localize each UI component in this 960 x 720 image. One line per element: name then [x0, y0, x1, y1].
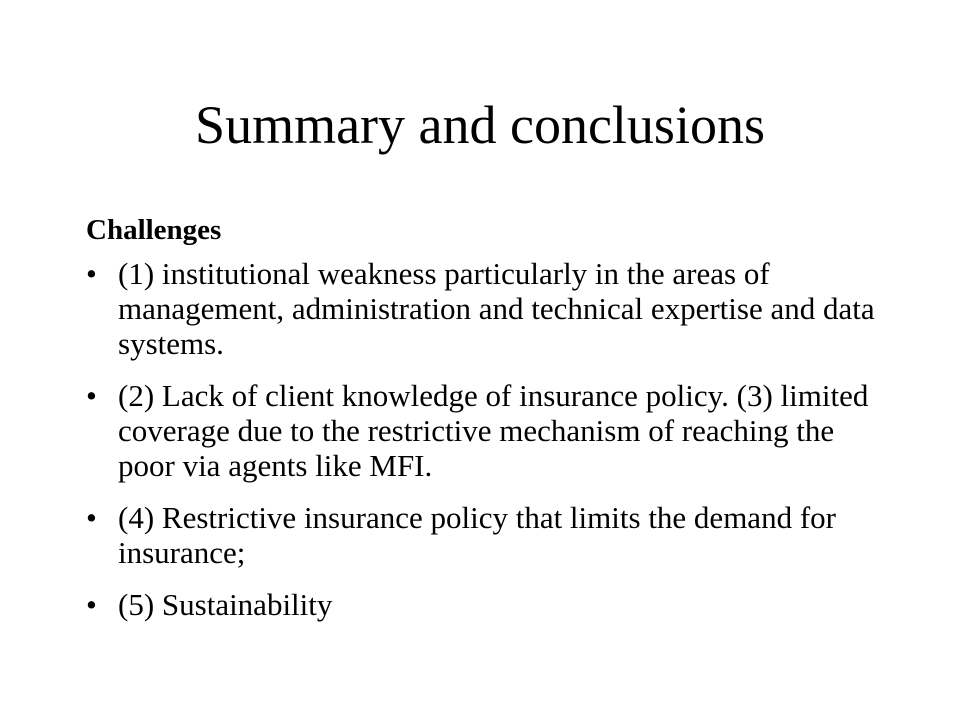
bullet-icon: •	[86, 500, 97, 535]
bullet-item	[86, 500, 886, 570]
bullet-list	[86, 256, 886, 622]
bullet-icon: •	[86, 587, 97, 622]
slide-title: Summary and conclusions	[195, 95, 765, 155]
bullet-item	[86, 587, 886, 622]
bullet-icon: •	[86, 378, 97, 413]
slide-content	[86, 210, 886, 639]
bullet-icon: •	[86, 256, 97, 291]
section-heading: Challenges	[86, 214, 222, 246]
bullet-text: (4) Restrictive insurance policy that limits the demand for insurance;	[118, 500, 836, 570]
bullet-text: (5) Sustainability	[118, 587, 333, 622]
bullet-item	[86, 378, 886, 483]
bullet-text: (2) Lack of client knowledge of insurance policy. (3) limited coverage due to the restrictive mechanism of reaching the poor via agents like MFI.	[118, 378, 869, 483]
bullet-text: (1) institutional weakness particularly in the areas of management, administration and technical expertise and data systems.	[118, 256, 875, 361]
bullet-item	[86, 256, 886, 361]
